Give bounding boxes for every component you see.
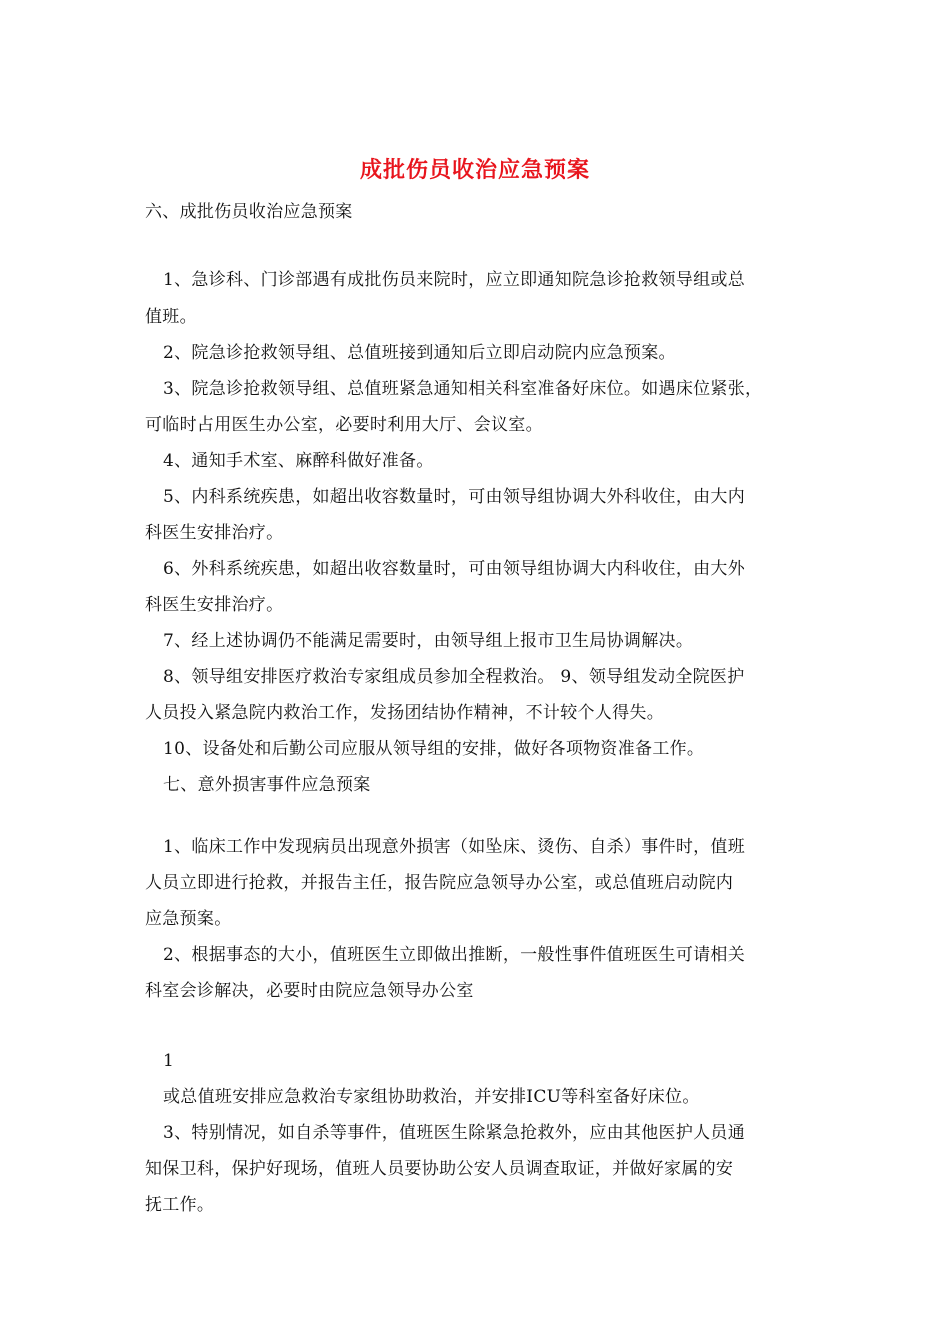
paragraph-line: 6、外科系统疾患，如超出收容数量时，可由领导组协调大内科收住，由大外	[163, 559, 746, 579]
paragraph-line: 知保卫科，保护好现场，值班人员要协助公安人员调查取证，并做好家属的安	[145, 1159, 734, 1179]
paragraph-line: 抚工作。	[145, 1195, 215, 1215]
section-heading-7: 七、意外损害事件应急预案	[163, 775, 371, 795]
paragraph-line: 3、特别情况，如自杀等事件，值班医生除紧急抢救外，应由其他医护人员通	[163, 1123, 746, 1143]
section-heading-6: 六、成批伤员收治应急预案	[145, 202, 353, 222]
paragraph-line: 10、设备处和后勤公司应服从领导组的安排，做好各项物资准备工作。	[163, 739, 705, 759]
paragraph-line: 可临时占用医生办公室，必要时利用大厅、会议室。	[145, 415, 543, 435]
paragraph-line: 3、院急诊抢救领导组、总值班紧急通知相关科室准备好床位。如遇床位紧张，	[163, 379, 763, 399]
paragraph-line: 或总值班安排应急救治专家组协助救治，并安排ICU等科室备好床位。	[163, 1087, 700, 1107]
paragraph-line: 7、经上述协调仍不能满足需要时，由领导组上报市卫生局协调解决。	[163, 631, 694, 651]
paragraph-line: 5、内科系统疾患，如超出收容数量时，可由领导组协调大外科收住，由大内	[163, 487, 746, 507]
paragraph-line: 应急预案。	[145, 909, 232, 929]
document-title: 成批伤员收治应急预案	[359, 157, 590, 183]
paragraph-line: 科室会诊解决，必要时由院应急领导办公室	[145, 981, 474, 1001]
paragraph-line: 2、根据事态的大小，值班医生立即做出推断，一般性事件值班医生可请相关	[163, 945, 746, 965]
paragraph-line: 科医生安排治疗。	[145, 595, 284, 615]
paragraph-line: 1、临床工作中发现病员出现意外损害（如坠床、烫伤、自杀）事件时，值班	[163, 837, 746, 857]
paragraph-line: 1、急诊科、门诊部遇有成批伤员来院时，应立即通知院急诊抢救领导组或总	[163, 270, 746, 290]
paragraph-line: 人员立即进行抢救，并报告主任，报告院应急领导办公室，或总值班启动院内	[145, 873, 734, 893]
paragraph-line: 2、院急诊抢救领导组、总值班接到通知后立即启动院内应急预案。	[163, 343, 676, 363]
paragraph-line: 人员投入紧急院内救治工作，发扬团结协作精神，不计较个人得失。	[145, 703, 664, 723]
paragraph-line: 值班。	[145, 307, 197, 327]
paragraph-line: 4、通知手术室、麻醉科做好准备。	[163, 451, 434, 471]
paragraph-line: 8、领导组安排医疗救治专家组成员参加全程救治。 9、领导组发动全院医护	[163, 667, 745, 687]
paragraph-line: 科医生安排治疗。	[145, 523, 284, 543]
page-number: 1	[163, 1051, 175, 1071]
